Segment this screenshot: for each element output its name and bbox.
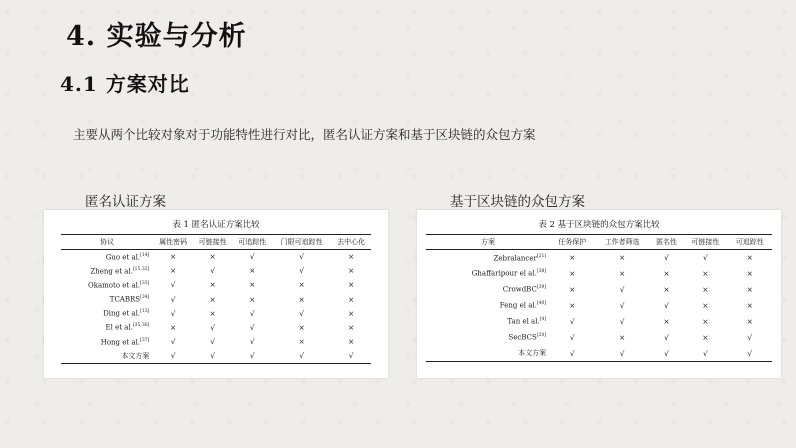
table-row xyxy=(426,282,772,298)
table-cell: × xyxy=(209,308,216,318)
row-reference: [40] xyxy=(536,301,547,307)
table-cell: × xyxy=(209,294,216,304)
table-cell: √ xyxy=(747,333,753,342)
table2-panel xyxy=(417,210,781,378)
table-cell: √ xyxy=(170,280,176,290)
row-label xyxy=(61,349,153,363)
table-cell: √ xyxy=(664,253,669,263)
row-reference: [34] xyxy=(140,294,150,300)
table-cell: √ xyxy=(348,351,354,361)
table-cell: × xyxy=(663,317,670,326)
table-cell: √ xyxy=(619,285,625,294)
table-cell: × xyxy=(169,266,177,276)
row-name: Zebralancer xyxy=(493,253,537,262)
table-cell: × xyxy=(169,252,177,262)
table-cell: × xyxy=(209,252,216,262)
table-cell: √ xyxy=(249,252,255,262)
table-cell: × xyxy=(348,280,355,290)
table-cell: √ xyxy=(299,266,305,276)
table-cell: × xyxy=(169,323,177,333)
row-reference: [37] xyxy=(140,337,150,343)
table-cell: √ xyxy=(569,317,575,326)
table-cell: × xyxy=(702,301,709,310)
table-cell: √ xyxy=(170,351,176,361)
table-cell: × xyxy=(746,269,753,278)
row-name: Guo et al. xyxy=(105,253,141,261)
table1-header: 去中心化 xyxy=(337,238,366,246)
row-reference: [38] xyxy=(536,269,547,275)
table-cell: × xyxy=(746,253,753,263)
table-row xyxy=(61,292,371,306)
table-cell: × xyxy=(746,301,753,310)
table-cell: × xyxy=(702,333,709,342)
table-cell: √ xyxy=(210,323,216,333)
table-cell: √ xyxy=(170,337,176,347)
table-cell: √ xyxy=(664,348,669,358)
table-cell: × xyxy=(348,252,355,262)
subsection-heading: 4.1 方案对比 xyxy=(60,72,190,96)
table-cell: √ xyxy=(569,333,575,342)
row-name: Hong et al. xyxy=(100,337,141,346)
table-cell: × xyxy=(619,253,626,263)
table-row xyxy=(426,250,772,266)
table-row xyxy=(61,320,371,334)
table-cell: × xyxy=(619,333,626,342)
table-cell: √ xyxy=(664,333,669,342)
table-cell: √ xyxy=(619,348,625,358)
table2-header-row xyxy=(426,235,772,250)
table-row xyxy=(426,266,772,282)
row-name: El et al. xyxy=(105,323,133,332)
table-cell: √ xyxy=(619,317,625,326)
table-cell: × xyxy=(569,269,576,278)
table1-header: 门限可追踪性 xyxy=(280,238,323,246)
row-name: 本文方案 xyxy=(121,351,150,360)
table1-caption: 表 1 匿名认证方案比较 xyxy=(172,220,260,230)
row-label xyxy=(426,314,550,330)
table-cell: √ xyxy=(249,308,255,318)
table-cell: √ xyxy=(249,337,255,347)
row-label xyxy=(61,320,153,334)
table-cell: √ xyxy=(210,337,216,347)
table-row xyxy=(61,335,371,349)
table-cell: × xyxy=(298,294,305,304)
table-row xyxy=(426,330,772,346)
table-cell: √ xyxy=(619,301,625,310)
table-cell: × xyxy=(663,285,670,294)
row-name: SecBCS xyxy=(508,333,537,342)
section-heading: 4. 实验与分析 xyxy=(66,21,247,52)
row-reference: [35,36] xyxy=(132,323,150,329)
table1-header: 可链接性 xyxy=(198,238,227,246)
table-cell: × xyxy=(298,323,305,333)
row-reference: [4] xyxy=(539,317,547,323)
row-reference: [39] xyxy=(536,285,547,291)
table1-header: 协议 xyxy=(100,238,115,246)
table-row xyxy=(61,306,371,320)
row-name: TCABRS xyxy=(109,295,141,304)
table-cell: × xyxy=(209,280,216,290)
row-label xyxy=(426,266,550,282)
table-cell: × xyxy=(702,269,709,278)
table-cell: × xyxy=(249,266,256,276)
row-label xyxy=(61,250,153,264)
table-cell: × xyxy=(348,294,355,304)
table-cell: × xyxy=(348,266,355,276)
table-cell: × xyxy=(569,301,576,310)
left-section-label: 匿名认证方案 xyxy=(85,194,166,210)
table1 xyxy=(61,234,371,364)
table-cell: × xyxy=(249,294,256,304)
table-cell: √ xyxy=(703,348,708,358)
table-cell: √ xyxy=(747,348,753,358)
table-row xyxy=(61,349,371,363)
row-reference: [13] xyxy=(140,309,150,315)
right-section-label: 基于区块链的众包方案 xyxy=(450,194,585,210)
table-cell: √ xyxy=(210,351,216,361)
table-cell: × xyxy=(619,269,626,278)
table-cell: × xyxy=(569,285,576,294)
table-row xyxy=(426,298,772,314)
table-cell: × xyxy=(348,337,355,347)
table2 xyxy=(426,234,772,362)
table-cell: × xyxy=(663,269,670,278)
table-cell: × xyxy=(298,337,305,347)
table1-header-row xyxy=(61,235,371,250)
table-cell: √ xyxy=(170,308,176,318)
table-cell: × xyxy=(348,323,355,333)
row-label xyxy=(426,298,550,314)
table1-header: 可追踪性 xyxy=(238,238,267,246)
table1-body xyxy=(61,250,371,364)
row-label xyxy=(61,264,153,278)
table1-panel xyxy=(44,210,388,378)
table-cell: √ xyxy=(299,252,305,262)
row-label xyxy=(426,330,550,346)
table-cell: × xyxy=(298,280,305,290)
row-name: Ding et al. xyxy=(103,309,141,318)
table-cell: × xyxy=(569,253,576,263)
table-row xyxy=(61,278,371,292)
row-label xyxy=(426,250,550,266)
table-cell: × xyxy=(249,280,256,290)
row-label xyxy=(61,292,153,306)
table-cell: √ xyxy=(210,266,216,276)
row-label xyxy=(61,278,153,292)
row-label xyxy=(426,282,550,298)
row-name: Okamoto et al. xyxy=(88,281,141,290)
row-name: Tan el al. xyxy=(507,317,540,326)
row-label xyxy=(426,346,550,362)
row-reference: [20] xyxy=(536,333,547,339)
table-cell: × xyxy=(702,317,709,326)
table-cell: × xyxy=(746,317,753,326)
table-cell: √ xyxy=(299,308,305,318)
table-cell: × xyxy=(348,308,355,318)
table-cell: √ xyxy=(664,301,669,310)
table2-header: 可追踪性 xyxy=(735,238,764,246)
table-cell: √ xyxy=(170,294,176,304)
table2-header: 匿名性 xyxy=(656,238,678,246)
table2-header: 方案 xyxy=(481,238,496,246)
table-row xyxy=(426,346,772,362)
row-reference: [14] xyxy=(140,252,150,258)
table-cell: √ xyxy=(249,323,255,333)
table2-header: 工作者筛选 xyxy=(604,238,640,246)
row-reference: [33] xyxy=(140,280,150,286)
table-cell: × xyxy=(746,285,753,294)
table-cell: × xyxy=(702,285,709,294)
table1-header: 属性密码 xyxy=(159,238,188,246)
row-name: 本文方案 xyxy=(518,349,547,358)
table-row xyxy=(426,314,772,330)
table2-header: 可链接性 xyxy=(691,238,720,246)
row-name: CrowdBC xyxy=(502,285,537,294)
row-label xyxy=(61,306,153,320)
table2-body xyxy=(426,250,772,362)
row-label xyxy=(61,335,153,349)
row-reference: [21] xyxy=(536,253,547,259)
table2-header: 任务保护 xyxy=(558,238,587,246)
table-cell: √ xyxy=(299,351,305,361)
row-name: Ghaffaripour el al. xyxy=(471,269,537,278)
table2-caption: 表 2 基于区块链的众包方案比较 xyxy=(538,220,660,230)
table-row xyxy=(61,250,371,264)
row-reference: [15,32] xyxy=(132,266,150,272)
table-cell: √ xyxy=(569,348,575,358)
row-name: Zheng et al. xyxy=(90,266,133,275)
table-cell: √ xyxy=(249,351,255,361)
row-name: Feng el al. xyxy=(499,301,537,310)
table-row xyxy=(61,264,371,278)
intro-paragraph: 主要从两个比较对象对于功能特性进行对比，匿名认证方案和基于区块链的众包方案 xyxy=(73,127,536,142)
table-cell: √ xyxy=(703,253,708,263)
